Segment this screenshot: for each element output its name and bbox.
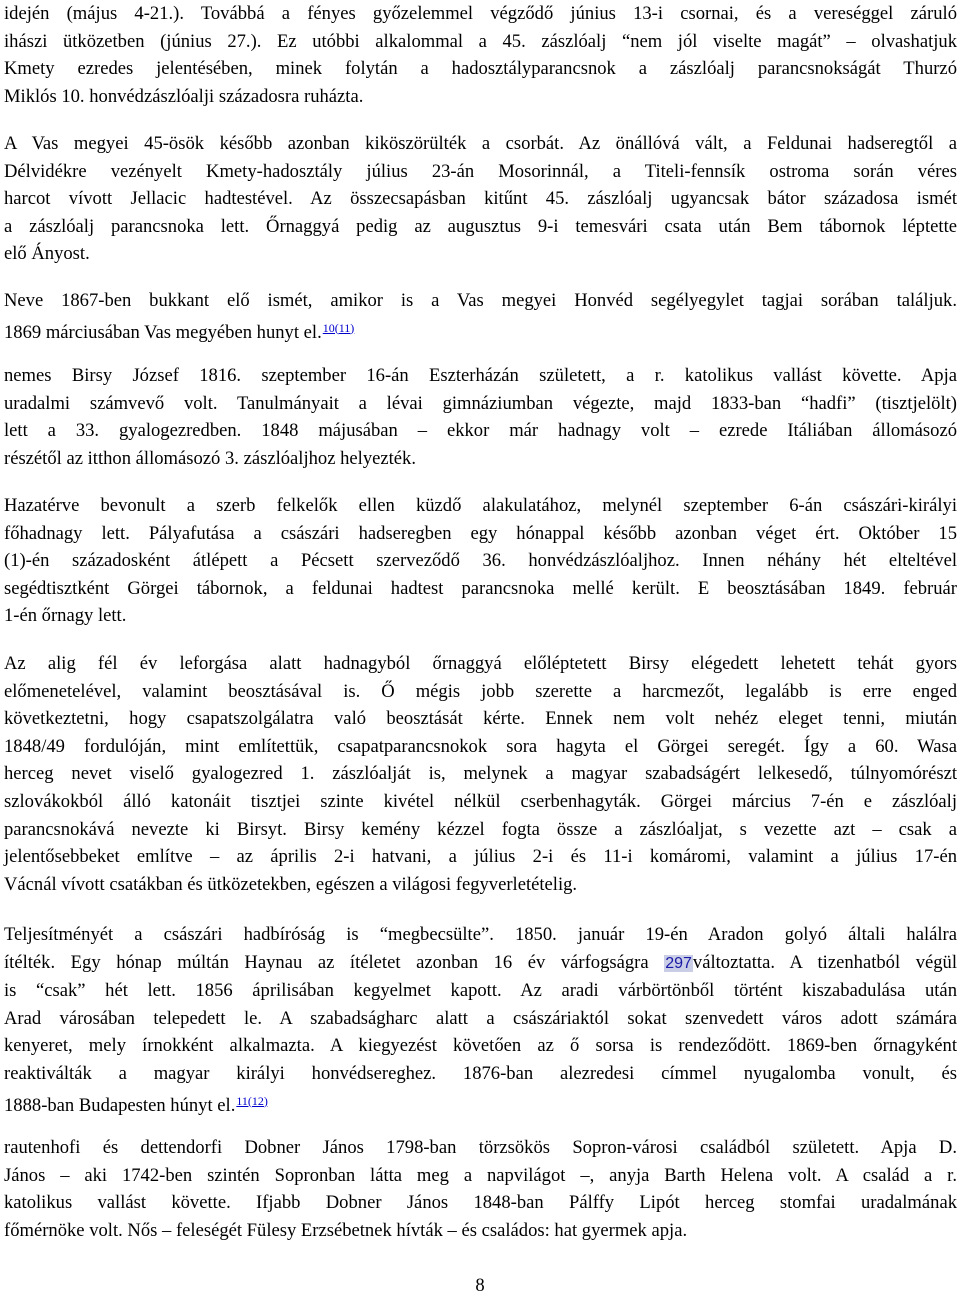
footnote-link[interactable]: 11(12) (236, 1093, 268, 1108)
text-segment: ítélték. Egy hónap múltán Haynau az ítéletet azonban 16 év várfogságra (4, 951, 665, 973)
page-number: 8 (475, 1275, 485, 1296)
page-marker: 297 (665, 954, 692, 972)
text-line (4, 1088, 957, 1120)
paragraph-2 (4, 130, 957, 268)
text-line: is “csak” hét lett. 1856 áprilisában kegyelmet kapott. Az aradi várbörtönből történt kiszabadulása után (4, 980, 957, 1002)
paragraph-4 (4, 362, 957, 472)
footnote-link[interactable]: 10(11) (322, 320, 355, 335)
text-line: jelentősebbeket említve – az április 2-i hatvani, a július 2-i és 11-i komáromi, valamint a július 17-én (4, 846, 957, 868)
paragraph-5 (4, 492, 957, 630)
text-line: 1848/49 fordulóján, mint említettük, csapatparancsnokok sora hagyta el Görgei seregét. Így a 60. Wasa (4, 735, 957, 757)
paragraph-7 (4, 921, 957, 1119)
text-line: Az alig fél év leforgása alatt hadnagyból őrnaggyá előléptetett Birsy elégedett lehetett tehát gyors (4, 653, 957, 674)
paragraph-1 (4, 0, 957, 110)
text-line: Kmety ezredes jelentésében, minek folytán a hadosztályparancsnok a zászlóalj parancsnokságát Thurzó (4, 58, 957, 80)
text-line: (1)-én századosként átlépett a Pécsett szerveződő 36. honvédzászlóaljhoz. Innen néhány hét elteltével (4, 550, 957, 572)
text-line: rautenhofi és dettendorfi Dobner János 1798-ban törzsökös Sopron-városi családból született. Apja D. (4, 1137, 957, 1158)
text-line: Arad városában telepedett le. A szabadságharc alatt a császáriaktól sokat szenvedett város adott számára (4, 1007, 957, 1029)
paragraph-8 (4, 1134, 957, 1244)
paragraph-6 (4, 650, 957, 898)
text-line: herceg nevet viselő gyalogezred 1. zászlóalját is, melynek a magyar szabadságért lelkesedő, túlnyomórészt (4, 763, 957, 785)
text-line: idején (május 4-21.). Továbbá a fényes győzelemmel végződő június 13-i csornai, és a vereséggel záruló (4, 3, 957, 24)
text-line: következtetni, hogy csapatszolgálatra való beosztását kérte. Ennek nem volt nehéz eleget tenni, miután (4, 708, 957, 730)
text-line: a zászlóalj parancsnoka lett. Őrnaggyá pedig az augusztus 9-i temesvári csata után Bem tábornok léptette (4, 215, 957, 237)
text-line: harcot vívott Jellacic hadtestével. Az összecsapásban kitűnt 45. zászlóalj ugyancsak bátor századosa ismét (4, 188, 957, 210)
text-line (4, 949, 957, 978)
text-line: kenyeret, mely írnokként alkalmazta. A kiegyezést követően az ő sorsa is rendeződött. 1869-ben őrnagyként (4, 1035, 957, 1057)
text-segment: változtatta. A tizenhatból végül (692, 951, 957, 973)
text-line: nemes Birsy József 1816. szeptember 16-án Eszterházán született, a r. katolikus vallást követte. Apja (4, 365, 957, 386)
text-line: elő Ányost. (4, 243, 90, 265)
text-line: reaktiválták a magyar királyi honvédsereghez. 1876-ban alezredesi címmel nyugalomba vonult, és (4, 1062, 957, 1084)
text-line: 1-én őrnagy lett. (4, 605, 127, 627)
text-line: főmérnöke volt. Nős – feleségét Fülesy Erzsébetnek hívták – és családos: hat gyermek apja. (4, 1219, 688, 1241)
text-line: segédtisztként Görgei tábornok, a feldunai hadtest parancsnoka mellé került. E beosztásában 1849. február (4, 577, 957, 599)
text-segment: 1888-ban Budapesten húnyt el. (4, 1094, 236, 1116)
text-line: Hazatérve bevonult a szerb felkelők ellen küzdő alakulatához, melynél szeptember 6-án császári-királyi (4, 495, 957, 516)
text-segment: 1869 márciusában Vas megyében hunyt el. (4, 321, 322, 343)
text-line: katolikus vallást követte. Ifjabb Dobner János 1848-ban Pálffy Lipót herceg stomfai uradalmának (4, 1192, 957, 1214)
text-line: Délvidékre vezényelt Kmety-hadosztály július 23-án Mosorinnál, a Titeli-fennsík ostroma során véres (4, 160, 957, 182)
text-line: részétől az itthon állomásozó 3. zászlóaljhoz helyezték. (4, 447, 416, 469)
text-line: A Vas megyei 45-ösök később azonban kiköszörülték a csorbát. Az önállóvá vált, a Feldunai hadseregtől a (4, 133, 957, 154)
text-line: parancsnokává nevezte ki Birsyt. Birsy kemény kézzel fogta össze a zászlóaljat, s vezette azt – csak a (4, 818, 957, 840)
text-line (4, 315, 957, 347)
text-line: Miklós 10. honvédzászlóalji századosra ruházta. (4, 85, 364, 107)
text-line: főhadnagy lett. Pályafutása a császári hadseregben egy hónappal később azonban véget ért. Október 15 (4, 522, 957, 544)
text-line: János – aki 1742-ben szintén Sopronban látta meg a napvilágot –, anyja Barth Helena volt. A család a r. (4, 1164, 957, 1186)
text-line: lett a 33. gyalogezredben. 1848 májusában – ekkor már hadnagy volt – ezrede Itáliában állomásozó (4, 420, 957, 442)
text-line: előmenetelével, valamint beosztásával is. Ő mégis jobb szerette a harcmezőt, legalább is erre enged (4, 680, 957, 702)
text-line: Vácnál vívott csatákban és ütközetekben, egészen a világosi fegyverletételig. (4, 873, 578, 895)
text-line: Neve 1867-ben bukkant elő ismét, amikor is a Vas megyei Honvéd segélyegylet tagjai sorában találjuk. (4, 290, 957, 311)
text-line: ihászi ütközetben (június 27.). Ez utóbbi alkalommal a 45. zászlóalj “nem jól viselte magát” – olvashatjuk (4, 30, 957, 52)
paragraph-3 (4, 287, 957, 346)
text-line: szlovákokból álló katonáit tisztjei szinte kivétel nélkül cserbenhagyták. Görgei március 7-én e zászlóalj (4, 790, 957, 812)
text-line: Teljesítményét a császári hadbíróság is “megbecsülte”. 1850. január 19-én Aradon golyó általi halálra (4, 924, 957, 945)
text-line: uradalmi számvevő volt. Tanulmányait a lévai gimnáziumban végezte, majd 1833-ban “hadfi” (tisztjelölt) (4, 392, 957, 414)
